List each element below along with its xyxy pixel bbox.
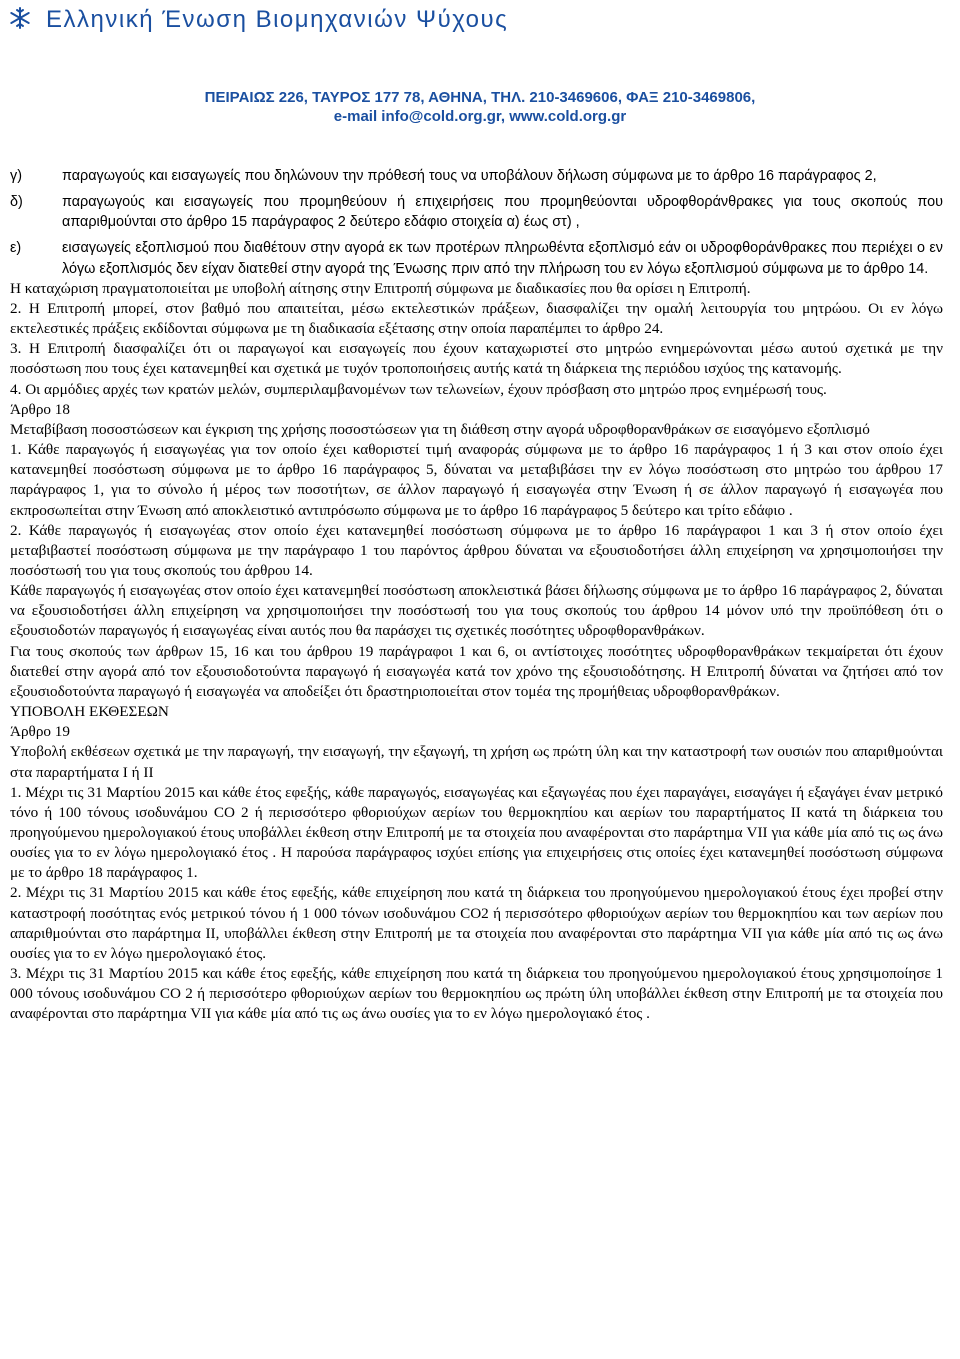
email-web-line: e-mail info@cold.org.gr, www.cold.org.gr	[333, 108, 627, 125]
list-item	[10, 192, 943, 232]
paragraph: 2. Μέχρι τις 31 Μαρτίου 2015 και κάθε έτος εφεξής, κάθε επιχείρηση που κατά τη διάρκεια του προηγούμενου ημερολογιακού έτους έχει προβεί στην καταστροφή ποσότητας ενός μετρικού τόνου ή 1 000 τόνων ισοδυνάμου CO2 ή περισσότερο φθοριούχων αερίων του θερμοκηπίου και των αερίων που απαριθμούνται στο παράρτημα ΙΙ, υποβάλλει έκθεση στην Επιτροπή με τα στοιχεία που αναφέρονται στο παράρτημα VII για κάθε μία από τις ως άνω ουσίες για το εν λόγω ημερολογιακό έτος.	[10, 884, 943, 962]
address-line: ΠΕΙΡΑΙΩΣ 226, ΤΑΥΡΟΣ 177 78, ΑΘΗΝΑ, ΤΗΛ. 210-3469606, ΦΑΞ 210-3469806,	[204, 89, 756, 106]
article-title: Υποβολή εκθέσεων σχετικά με την παραγωγή, την εισαγωγή, την εξαγωγή, τη χρήση ως πρώτη ύλη και την καταστροφή των ουσιών που απαριθμούνται στα παραρτήματα Ι ή ΙΙ	[10, 743, 943, 781]
article-heading: Άρθρο 19	[10, 723, 70, 741]
list-marker: ε)	[10, 240, 22, 257]
list-item	[10, 238, 943, 278]
section-heading: ΥΠΟΒΟΛΗ ΕΚΘΕΣΕΩΝ	[10, 703, 169, 721]
document-body	[10, 166, 943, 1025]
paragraph: 3. Μέχρι τις 31 Μαρτίου 2015 και κάθε έτος εφεξής, κάθε επιχείρηση που κατά τη διάρκεια του προηγούμενου ημερολογιακού έτους χρησιμοποίησε 1 000 τόνους ισοδυνάμου CO 2 ή περισσότερο φθοριούχων αερίων του θερμοκηπίου ως πρώτη ύλη υποβάλλει έκθεση στην Επιτροπή με τα στοιχεία που αναφέρονται στο παράρτημα VII για κάθε μία από τις ως άνω ουσίες για το εν λόγω ημερολογιακό έτος .	[10, 965, 943, 1023]
paragraph: 2. Η Επιτροπή μπορεί, στον βαθμό που απαιτείται, μέσω εκτελεστικών πράξεων, διασφαλίζει την ομαλή λειτουργία του μητρώου. Οι εν λόγω εκτελεστικές πράξεις εκδίδονται σύμφωνα με τη διαδικασία εξέτασης στην οποία παραπέμπει το άρθρο 24.	[10, 299, 943, 338]
article-title: Μεταβίβαση ποσοστώσεων και έγκριση της χρήσης ποσοστώσεων για τη διάθεση στην αγορά υδροφθορανθράκων σε εισαγόμενο εξοπλισμό	[10, 420, 870, 438]
paragraph: 1. Κάθε παραγωγός ή εισαγωγέας για τον οποίο έχει καθοριστεί τιμή αναφοράς σύμφωνα με το άρθρο 16 παράγραφος 1 ή 3 και στον οποίο έχει κατανεμηθεί ποσόστωση σύμφωνα με το άρθρο 16 παράγραφος 5, δύναται να μεταβιβάσει την εν λόγω ποσόστωση στο μητρώο του άρθρου 17 παράγραφος 1, για το σύνολο ή μέρος των ποσοτήτων, σε άλλον παραγωγό ή εισαγωγέα στην Ένωση ή σε άλλον παραγωγό ή εισαγωγέα που εκπροσωπείται στην Ένωση από αποκλειστικό αντιπρόσωπο σύμφωνα με το άρθρο 16 παράγραφος 5 δεύτερο και τρίτο εδάφιο .	[10, 441, 943, 519]
paragraph: 3. Η Επιτροπή διασφαλίζει ότι οι παραγωγοί και εισαγωγείς που έχουν καταχωριστεί στο μητρώο ενημερώνονται μέσω αυτού σχετικά με την ποσόστωση που τους έχει κατανεμηθεί και σχετικά με τυχόν τροποποιήσεις αυτής κατά τη διάρκεια της περιόδου ισχύος της κατανομής.	[10, 340, 943, 378]
list-item-text: παραγωγούς και εισαγωγείς που δηλώνουν την πρόθεσή τους να υποβάλουν δήλωση σύμφωνα με το άρθρο 16 παράγραφος 2,	[62, 168, 877, 184]
list-marker: δ)	[10, 194, 23, 211]
list-item	[10, 166, 943, 186]
paragraph: Η καταχώριση πραγματοποιείται με υποβολή αίτησης στην Επιτροπή σύμφωνα με διαδικασίες που θα ορίσει η Επιτροπή.	[10, 279, 751, 297]
paragraph: 1. Μέχρι τις 31 Μαρτίου 2015 και κάθε έτος εφεξής, κάθε παραγωγός, εισαγωγέας και εξαγωγέας που έχει παραγάγει, εισαγάγει ή εξαγάγει έναν μετρικό τόνο ή 100 τόνους ισοδυνάμου CO 2 ή περισσότερο φθοριούχων αερίων του θερμοκηπίου και αερίων του παραρτήματος ΙΙ κατά τη διάρκεια του προηγούμενου ημερολογιακού έτους υποβάλλει έκθεση στην Επιτροπή με τα στοιχεία που αναφέρονται στο παράρτημα VII για κάθε μία από τις ως άνω ουσίες για το εν λόγω ημερολογιακό έτος . Η παρούσα παράγραφος ισχύει επίσης για επιχειρήσεις στις οποίες έχει κατανεμηθεί ποσόστωση σύμφωνα με το άρθρο 18 παράγραφος 1.	[10, 783, 943, 882]
list-item-text: παραγωγούς και εισαγωγείς που προμηθεύουν ή επιχειρήσεις που προμηθεύονται υδροφθοράνθρακες για τους σκοπούς που απαριθμούνται στο άρθρο 15 παράγραφος 2 δεύτερο εδάφιο στοιχεία α) έως στ) ,	[62, 194, 943, 231]
paragraph: Για τους σκοπούς των άρθρων 15, 16 και του άρθρου 19 παράγραφοι 1 και 6, οι αντίστοιχες ποσότητες υδροφθορανθράκων τεκμαίρεται ότι έχουν διατεθεί στην αγορά από τον εξουσιοδοτούντα παραγωγό ή εισαγωγέα κατά τον χρόνο της εξουσιοδότησης. Η Επιτροπή δύναται να ζητήσει από τον εξουσιοδοτούντα παραγωγό ή εισαγωγέα να αποδείξει ότι δραστηριοποιείται στον τομέα της προμήθειας υδροφθορανθράκων.	[10, 642, 943, 700]
snowflake-icon	[8, 6, 32, 30]
paragraph: 2. Κάθε παραγωγός ή εισαγωγέας στον οποίο έχει κατανεμηθεί ποσόστωση σύμφωνα με το άρθρο 16 παράγραφοι 1 και 3 ή στον οποίο έχει μεταβιβαστεί ποσόστωση σύμφωνα με την παράγραφο 1 του παρόντος άρθρου δύναται να εξουσιοδοτήσει άλλη επιχείρηση να χρησιμοποιήσει την ποσόστωσή του για τους σκοπούς του άρθρου 14.	[10, 521, 943, 579]
paragraph: Κάθε παραγωγός ή εισαγωγέας στον οποίο έχει κατανεμηθεί ποσόστωση αποκλειστικά βάσει δήλωσης σύμφωνα με το άρθρο 16 παράγραφος 2, δύναται να εξουσιοδοτήσει άλλη επιχείρηση να χρησιμοποιήσει την ποσόστωσή του για τους σκοπούς του άρθρου 14 μόνον υπό την προϋπόθεση ότι ο εξουσιοδοτών παραγωγός ή εισαγωγέας είναι αυτός που θα παράσχει τις σχετικές ποσότητες υδροφθορανθράκων.	[10, 582, 943, 640]
paragraph: 4. Οι αρμόδιες αρχές των κρατών μελών, συμπεριλαμβανομένων των τελωνείων, έχουν πρόσβαση στο μητρώο προς ενημέρωσή τους.	[10, 380, 827, 398]
list-item-text: εισαγωγείς εξοπλισμού που διαθέτουν στην αγορά εκ των προτέρων πληρωθέντα εξοπλισμό εάν οι υδροφθοράνθρακες που περιέχει ο εν λόγω εξοπλισμός δεν είχαν διατεθεί στην αγορά της Ένωσης πριν από την πλήρωση του εν λόγω εξοπλισμού σύμφωνα με το άρθρο 14.	[62, 240, 943, 277]
contact-block	[0, 88, 960, 126]
article-heading: Άρθρο 18	[10, 400, 70, 418]
list-marker: γ)	[10, 168, 22, 184]
organization-name: Ελληνική Ένωση Βιομηχανιών Ψύχους	[46, 6, 509, 33]
